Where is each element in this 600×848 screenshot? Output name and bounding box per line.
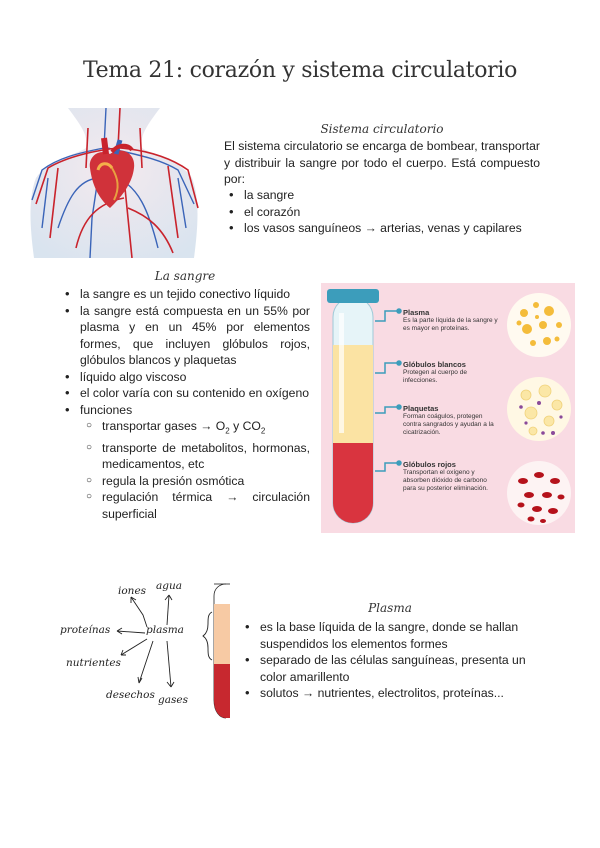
- list-item-gases: [80, 418, 310, 440]
- list-item: ○ regulación térmica → circulación superficial: [80, 489, 310, 522]
- diagram-label-proteinas: proteínas: [60, 624, 111, 636]
- section-heading-sistema-circulatorio: Sistema circulatorio: [320, 122, 444, 136]
- list-item: • la sangre está compuesta en un 55% por plasma y en un 45% por elementos formes, que incluyen glóbulos rojos, glóbulos blancos y plaquetas: [60, 303, 310, 369]
- list-item: • es la base líquida de la sangre, donde se hallan suspendidos los elementos formes: [240, 619, 545, 652]
- platelets-info-title: Plaquetas: [403, 404, 439, 413]
- list-item: • solutos → nutrientes, electrolitos, proteínas...: [240, 685, 545, 702]
- platelets-info: [403, 405, 501, 437]
- rbc-info: [403, 461, 501, 493]
- page-title: Tema 21: corazón y sistema circulatorio: [82, 58, 518, 83]
- component-list: [224, 187, 544, 237]
- diagram-label-desechos: desechos: [106, 689, 155, 701]
- gases-text-co: y CO: [229, 419, 261, 433]
- diagram-label-agua: agua: [156, 580, 183, 592]
- list-item: • separado de las células sanguíneas, presenta un color amarillento: [240, 652, 545, 685]
- functions-list: [80, 418, 310, 522]
- co2-subscript: 2: [260, 426, 266, 436]
- section-heading-plasma: Plasma: [368, 601, 412, 615]
- rbc-info-title: Glóbulos rojos: [403, 460, 456, 469]
- wbc-info-title: Glóbulos blancos: [403, 360, 466, 369]
- blood-composition-infographic: [321, 283, 575, 533]
- circulatory-system-illustration: [28, 108, 200, 258]
- list-item: • el color varía con su contenido en oxígeno: [60, 385, 310, 402]
- gases-text: transportar gases → O: [102, 419, 226, 433]
- platelets-info-desc: Forman coágulos, protegen contra sangrados y ayudan a la cicatrización.: [403, 413, 494, 436]
- blood-facts-list: [60, 286, 310, 522]
- tube-detail-graphic: [200, 580, 230, 720]
- plasma-info-title: Plasma: [403, 308, 430, 317]
- diagram-label-gases: gases: [158, 694, 188, 706]
- plasma-info: [403, 309, 501, 333]
- list-item: ○ regula la presión osmótica: [80, 473, 310, 490]
- section-heading-la-sangre: La sangre: [154, 269, 216, 283]
- list-item: • la sangre es un tejido conectivo líquido: [60, 286, 310, 303]
- functions-label: funciones: [80, 402, 133, 417]
- section-intro: El sistema circulatorio se encarga de bombear, transportar y distribuir la sangre por todo el cuerpo. Está compuesto por:: [224, 139, 540, 186]
- wbc-info: [403, 361, 501, 385]
- list-item-funciones: [60, 402, 310, 523]
- plasma-facts-list: [240, 619, 545, 702]
- list-item: • la sangre: [224, 187, 544, 204]
- diagram-label-nutrientes: nutrientes: [66, 657, 121, 669]
- diagram-label-iones: iones: [118, 585, 147, 597]
- list-item: • el corazón: [224, 204, 544, 221]
- o2-subscript: 2: [225, 426, 230, 436]
- list-item: • líquido algo viscoso: [60, 369, 310, 386]
- list-item: ○ transporte de metabolitos, hormonas, medicamentos, etc: [80, 440, 310, 473]
- plasma-info-desc: Es la parte líquida de la sangre y es mayor en proteínas.: [403, 317, 498, 332]
- diagram-center-plasma: plasma: [146, 624, 184, 636]
- rbc-info-desc: Transportan el oxígeno y absorben dióxido de carbono para su posterior eliminación.: [403, 469, 488, 492]
- wbc-info-desc: Protegen al cuerpo de infecciones.: [403, 369, 467, 384]
- list-item: • los vasos sanguíneos → arterias, venas y capilares: [224, 220, 544, 237]
